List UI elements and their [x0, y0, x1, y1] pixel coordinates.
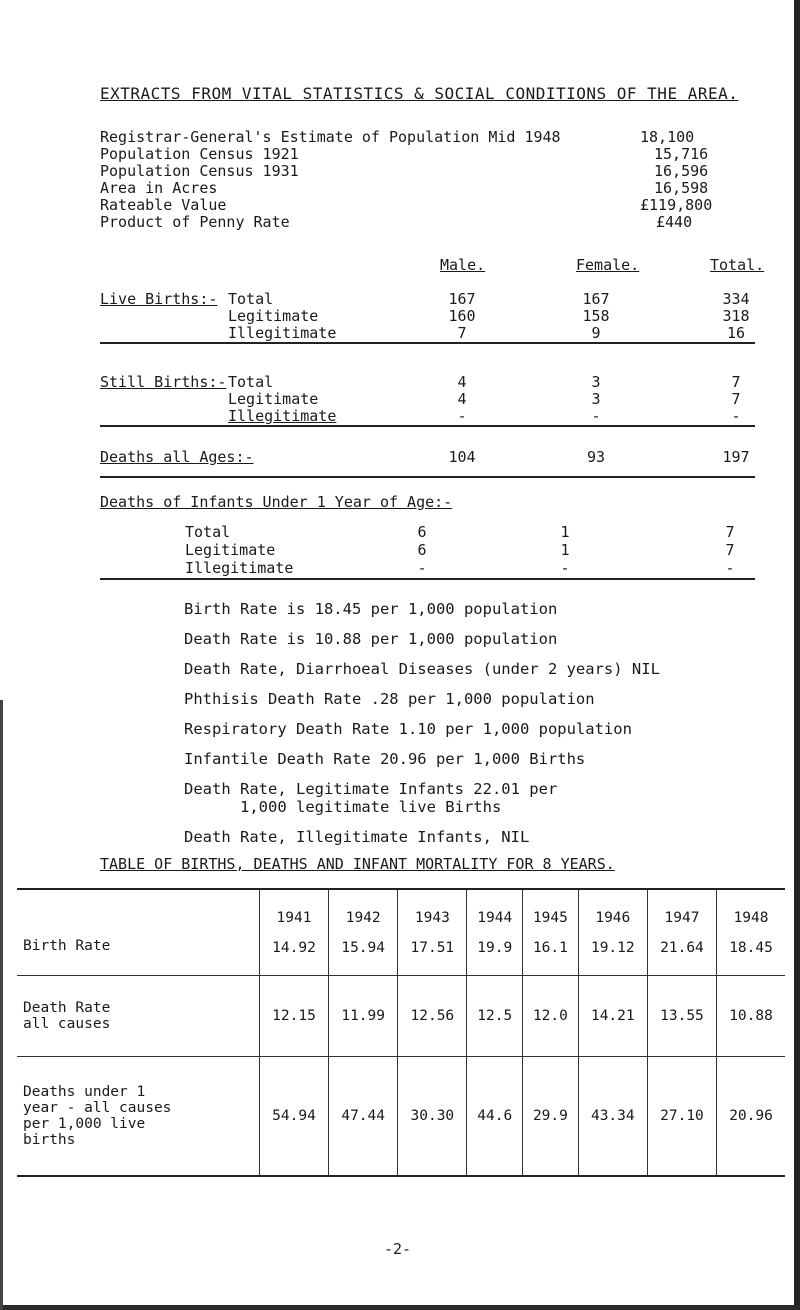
table-cell: 29.9	[523, 1057, 579, 1176]
summary-value: £119,800	[640, 196, 713, 214]
rate-line: Death Rate, Legitimate Infants 22.01 per	[184, 780, 558, 798]
rate-line: Death Rate, Diarrhoeal Diseases (under 2 years) NIL	[184, 660, 660, 678]
summary-label: Population Census 1931	[100, 162, 299, 180]
rate-line: Infantile Death Rate 20.96 per 1,000 Births	[184, 750, 586, 768]
summary-value: 15,716	[654, 145, 709, 163]
table-row	[17, 976, 785, 1057]
male-value: 167	[448, 290, 476, 308]
row-label: Illegitimate	[185, 559, 294, 577]
summary-label: Product of Penny Rate	[100, 213, 290, 231]
row-label: Illegitimate	[228, 324, 337, 342]
male-value: 160	[448, 307, 476, 325]
deaths-all-ages-heading: Deaths all Ages:-	[100, 448, 254, 466]
live-births-heading: Live Births:-	[100, 290, 218, 308]
summary-label: Area in Acres	[100, 179, 218, 197]
page-title: EXTRACTS FROM VITAL STATISTICS & SOCIAL CONDITIONS OF THE AREA.	[100, 84, 739, 103]
table-cell: 1946 19.12	[578, 890, 647, 976]
page-edge-bottom	[0, 1305, 800, 1310]
table-cell: 11.99	[329, 976, 398, 1057]
year-header: 1941	[276, 909, 312, 926]
section-divider	[100, 425, 755, 427]
year-header: 1945	[532, 909, 568, 926]
table-cell: 43.34	[578, 1057, 647, 1176]
table-cell: 14.21	[578, 976, 647, 1057]
male-value: 6	[417, 541, 427, 559]
table-cell: 13.55	[647, 976, 716, 1057]
rate-line: Respiratory Death Rate 1.10 per 1,000 population	[184, 720, 632, 738]
table-cell: 12.5	[467, 976, 523, 1057]
male-value: 4	[457, 373, 467, 391]
female-value: 93	[586, 448, 606, 466]
male-value: 104	[448, 448, 476, 466]
female-value: -	[560, 559, 570, 577]
male-value: -	[457, 407, 467, 425]
female-value: 167	[582, 290, 610, 308]
row-label: Total	[228, 373, 274, 391]
table-cell: 12.0	[523, 976, 579, 1057]
table-title: TABLE OF BIRTHS, DEATHS AND INFANT MORTALITY FOR 8 YEARS.	[100, 855, 615, 873]
row-label: Deaths under 1 year - all causes per 1,000 live births	[17, 1057, 259, 1176]
column-header-total: Total.	[710, 256, 765, 274]
summary-value: 16,598	[654, 179, 709, 197]
table-cell: 1943 17.51	[398, 890, 467, 976]
summary-label: Rateable Value	[100, 196, 227, 214]
total-value: -	[725, 559, 735, 577]
row-label: Legitimate	[228, 390, 319, 408]
female-value: 3	[591, 373, 601, 391]
section-divider	[100, 476, 755, 478]
row-label: Legitimate	[228, 307, 319, 325]
total-value: 318	[722, 307, 750, 325]
column-header-male: Male.	[440, 256, 486, 274]
total-value: 7	[731, 390, 741, 408]
table-cell: 1941 14.92	[259, 890, 328, 976]
table-cell: 12.15	[259, 976, 328, 1057]
section-divider	[100, 342, 755, 344]
rate-line: 1,000 legitimate live Births	[240, 798, 502, 816]
table-cell: 1945 16.1	[523, 890, 579, 976]
row-label: Total	[185, 523, 231, 541]
page-number: -2-	[384, 1240, 412, 1258]
total-value: 334	[722, 290, 750, 308]
female-value: 9	[591, 324, 601, 342]
still-births-heading: Still Births:-	[100, 373, 227, 391]
female-value: 158	[582, 307, 610, 325]
male-value: 4	[457, 390, 467, 408]
rate-line: Death Rate is 10.88 per 1,000 population	[184, 630, 558, 648]
page-edge-left	[0, 700, 3, 1310]
male-value: -	[417, 559, 427, 577]
rate-line: Death Rate, Illegitimate Infants, NIL	[184, 828, 530, 846]
table-cell: 1942 15.94	[329, 890, 398, 976]
summary-value: 18,100	[640, 128, 695, 146]
table-cell: 10.88	[717, 976, 785, 1057]
table-cell: 1948 18.45	[717, 890, 785, 976]
total-value: 16	[726, 324, 746, 342]
year-header: 1943	[414, 909, 450, 926]
table-row	[17, 890, 785, 976]
table-row	[17, 1057, 785, 1176]
table-cell: 20.96	[717, 1057, 785, 1176]
table-cell: 1944 19.9	[467, 890, 523, 976]
row-label: Legitimate	[185, 541, 276, 559]
table-cell: 47.44	[329, 1057, 398, 1176]
row-label: Birth Rate	[23, 937, 111, 954]
male-value: 7	[457, 324, 467, 342]
table-bottom-rule	[17, 1175, 785, 1177]
year-header: 1944	[477, 909, 513, 926]
male-value: 6	[417, 523, 427, 541]
section-divider	[100, 578, 755, 580]
year-header: 1942	[345, 909, 381, 926]
female-value: 1	[560, 523, 570, 541]
row-label: Illegitimate	[228, 407, 337, 425]
page-edge	[794, 0, 800, 1310]
table-cell: 27.10	[647, 1057, 716, 1176]
table-cell: 30.30	[398, 1057, 467, 1176]
total-value: 7	[725, 523, 735, 541]
row-label: Total	[228, 290, 274, 308]
rate-line: Phthisis Death Rate .28 per 1,000 population	[184, 690, 595, 708]
column-header-female: Female.	[576, 256, 640, 274]
year-header: 1946	[595, 909, 631, 926]
row-label: Death Rate all causes	[17, 976, 259, 1057]
rate-line: Birth Rate is 18.45 per 1,000 population	[184, 600, 558, 618]
total-value: -	[731, 407, 741, 425]
mortality-table	[17, 890, 785, 1175]
female-value: 3	[591, 390, 601, 408]
total-value: 197	[722, 448, 750, 466]
summary-label: Population Census 1921	[100, 145, 299, 163]
year-header: 1948	[733, 909, 769, 926]
female-value: -	[591, 407, 601, 425]
infant-deaths-heading: Deaths of Infants Under 1 Year of Age:-	[100, 493, 453, 511]
summary-value: 16,596	[654, 162, 709, 180]
table-cell: 1947 21.64	[647, 890, 716, 976]
summary-value: £440	[656, 213, 693, 231]
table-cell: 44.6	[467, 1057, 523, 1176]
year-header: 1947	[664, 909, 700, 926]
total-value: 7	[731, 373, 741, 391]
summary-label: Registrar-General's Estimate of Population Mid 1948	[100, 128, 561, 146]
total-value: 7	[725, 541, 735, 559]
table-cell: 12.56	[398, 976, 467, 1057]
female-value: 1	[560, 541, 570, 559]
table-cell: 54.94	[259, 1057, 328, 1176]
